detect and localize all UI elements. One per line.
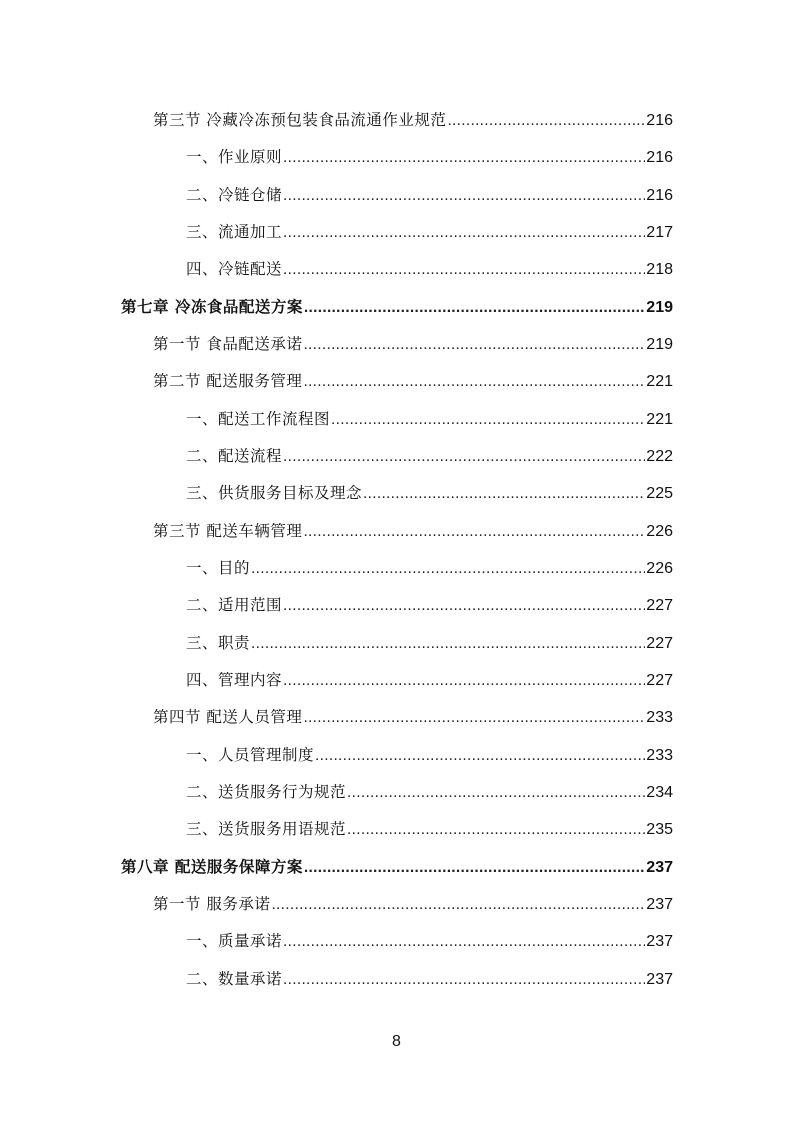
toc-entry-page: 237 xyxy=(646,859,673,876)
toc-entry-title: 一、作业原则 xyxy=(186,148,283,166)
toc-entry-page: 216 xyxy=(646,149,673,166)
toc-entry-title: 一、人员管理制度 xyxy=(186,746,315,764)
toc-entry[interactable] xyxy=(186,556,673,580)
toc-entry-page: 225 xyxy=(646,485,673,502)
toc-entry-page: 234 xyxy=(646,784,673,801)
toc-entry[interactable] xyxy=(186,743,673,767)
toc-entry-page: 217 xyxy=(646,224,673,241)
page-number: 8 xyxy=(392,1033,401,1050)
toc-entry-title: 第一节 服务承诺 xyxy=(153,895,271,913)
toc-entry-title: 第七章 冷冻食品配送方案 xyxy=(121,298,303,316)
toc-entry-title: 二、数量承诺 xyxy=(186,970,283,988)
toc-entry-title: 一、质量承诺 xyxy=(186,932,283,950)
toc-entry-title: 二、送货服务行为规范 xyxy=(186,783,347,801)
toc-entry-page: 237 xyxy=(646,933,673,950)
toc-entry-title: 第一节 食品配送承诺 xyxy=(153,335,303,353)
toc-entry[interactable] xyxy=(186,145,673,169)
toc-entry-title: 一、配送工作流程图 xyxy=(186,410,331,428)
toc-entry-title: 三、供货服务目标及理念 xyxy=(186,484,363,502)
toc-entry[interactable] xyxy=(186,631,673,655)
toc-entry-page: 226 xyxy=(646,560,673,577)
toc-entry-page: 221 xyxy=(646,373,673,390)
dot-leader xyxy=(304,296,645,320)
dot-leader xyxy=(283,445,645,469)
dot-leader xyxy=(283,968,645,992)
toc-entry-title: 第四节 配送人员管理 xyxy=(153,708,303,726)
toc-entry-title: 第三节 冷藏冷冻预包装食品流通作业规范 xyxy=(153,111,447,129)
toc-entry-title: 二、适用范围 xyxy=(186,596,283,614)
toc-entry[interactable] xyxy=(186,817,673,841)
dot-leader xyxy=(283,184,645,208)
toc-entry-page: 233 xyxy=(646,709,673,726)
toc-entry[interactable] xyxy=(186,407,673,431)
toc-entry-title: 第八章 配送服务保障方案 xyxy=(121,858,303,876)
toc-entry-page: 233 xyxy=(646,747,673,764)
toc-entry-page: 218 xyxy=(646,261,673,278)
toc-entry[interactable] xyxy=(186,780,673,804)
dot-leader xyxy=(303,520,645,544)
toc-entry-title: 三、流通加工 xyxy=(186,223,283,241)
toc-entry[interactable] xyxy=(153,892,673,916)
dot-leader xyxy=(347,781,645,805)
toc-entry[interactable] xyxy=(153,332,673,356)
dot-leader xyxy=(303,370,645,394)
dot-leader xyxy=(283,594,645,618)
dot-leader xyxy=(283,930,645,954)
toc-entry[interactable] xyxy=(186,668,673,692)
toc-entry-page: 227 xyxy=(646,635,673,652)
toc-entry[interactable] xyxy=(186,257,673,281)
dot-leader xyxy=(315,744,645,768)
toc-entry-title: 三、职责 xyxy=(186,634,251,652)
toc-entry[interactable] xyxy=(153,519,673,543)
toc-entry-title: 三、送货服务用语规范 xyxy=(186,820,347,838)
toc-entry-page: 235 xyxy=(646,821,673,838)
toc-entry-chapter[interactable] xyxy=(121,295,673,319)
toc-entry-page: 227 xyxy=(646,672,673,689)
toc-entry-page: 227 xyxy=(646,597,673,614)
toc-entry-title: 第二节 配送服务管理 xyxy=(153,372,303,390)
toc-entry-page: 222 xyxy=(646,448,673,465)
dot-leader xyxy=(303,333,645,357)
toc-entry-title: 四、管理内容 xyxy=(186,671,283,689)
toc-entry-title: 第三节 配送车辆管理 xyxy=(153,522,303,540)
dot-leader xyxy=(283,669,645,693)
dot-leader xyxy=(283,221,645,245)
toc-entry-page: 237 xyxy=(646,896,673,913)
toc-entry-page: 237 xyxy=(646,971,673,988)
toc-entry-page: 226 xyxy=(646,523,673,540)
toc-entry-title: 四、冷链配送 xyxy=(186,260,283,278)
toc-entry-title: 二、配送流程 xyxy=(186,447,283,465)
toc-entry[interactable] xyxy=(186,481,673,505)
dot-leader xyxy=(283,258,645,282)
toc-entry-title: 一、目的 xyxy=(186,559,251,577)
toc-entry[interactable] xyxy=(153,369,673,393)
dot-leader xyxy=(251,632,645,656)
dot-leader xyxy=(271,893,645,917)
toc-entry-title: 二、冷链仓储 xyxy=(186,186,283,204)
toc-entry-page: 219 xyxy=(646,299,673,316)
toc-entry-page: 221 xyxy=(646,411,673,428)
dot-leader xyxy=(304,856,645,880)
dot-leader xyxy=(447,109,645,133)
toc-entry[interactable] xyxy=(153,108,673,132)
toc-entry[interactable] xyxy=(186,220,673,244)
dot-leader xyxy=(347,818,645,842)
dot-leader xyxy=(283,146,645,170)
toc-entry-page: 216 xyxy=(646,187,673,204)
toc-entry-page: 216 xyxy=(646,112,673,129)
toc-entry[interactable] xyxy=(186,967,673,991)
dot-leader xyxy=(331,408,645,432)
toc-entry[interactable] xyxy=(186,593,673,617)
dot-leader xyxy=(303,706,645,730)
toc-entry[interactable] xyxy=(153,705,673,729)
toc-entry[interactable] xyxy=(186,183,673,207)
toc-entry[interactable] xyxy=(186,929,673,953)
dot-leader xyxy=(363,482,645,506)
dot-leader xyxy=(251,557,645,581)
toc-entry-chapter[interactable] xyxy=(121,855,673,879)
toc-entry-page: 219 xyxy=(646,336,673,353)
toc-entry[interactable] xyxy=(186,444,673,468)
